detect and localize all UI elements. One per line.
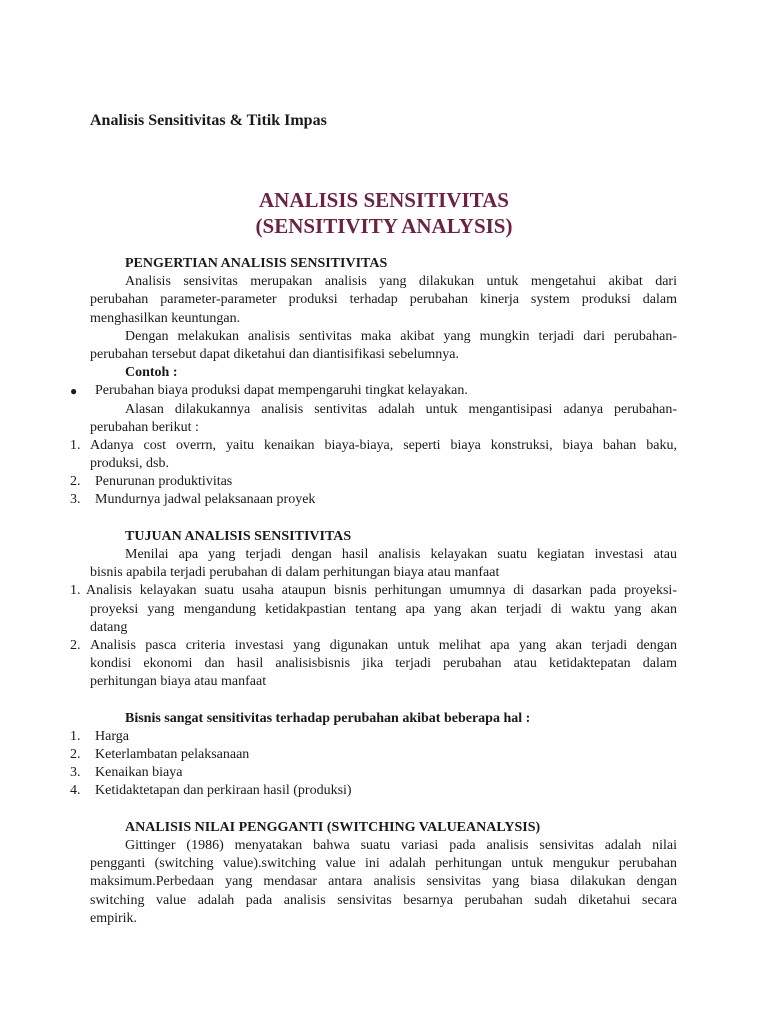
list-number: 4. xyxy=(70,783,81,799)
list-text: Adanya cost overrn, yaitu kenaikan biaya-biaya, seperti biaya konstruksi, biaya bahan baku, xyxy=(90,437,677,453)
list-number: 1. xyxy=(70,583,81,599)
paragraph-line: Alasan dilakukannya analisis sentivitas adalah untuk mengantisipasi adanya perubahan- xyxy=(125,401,677,417)
list-text: Harga xyxy=(95,728,129,744)
contoh-label: Contoh : xyxy=(125,365,178,381)
document-title xyxy=(0,187,768,239)
list-item xyxy=(70,491,677,509)
paragraph-line: pengganti (switching value).switching value ini adalah perhitungan untuk mengukur perubahan xyxy=(90,856,677,872)
list-item xyxy=(70,582,677,600)
list-item-continuation: perhitungan biaya atau manfaat xyxy=(90,674,267,690)
section-heading-bisnis: Bisnis sangat sensitivitas terhadap perubahan akibat beberapa hal : xyxy=(125,710,531,726)
paragraph-line: bisnis apabila terjadi perubahan di dalam perhitungan biaya atau manfaat xyxy=(90,565,500,581)
list-item xyxy=(70,473,677,491)
list-text: Analisis kelayakan suatu usaha ataupun bisnis perhitungan umumnya di dasarkan pada proyeksi- xyxy=(86,583,677,599)
list-number: 1. xyxy=(70,437,81,453)
paragraph-line: empirik. xyxy=(90,910,138,926)
document-header: Analisis Sensitivitas & Titik Impas xyxy=(90,112,327,129)
paragraph-line: Menilai apa yang terjadi dengan hasil analisis kelayakan suatu kegiatan investasi atau xyxy=(125,547,677,562)
list-item xyxy=(70,782,677,800)
title-line-2: (SENSITIVITY ANALYSIS) xyxy=(255,214,513,238)
list-item-continuation: kondisi ekonomi dan hasil analisisbisnis jika terjadi perubahan atau ketidaktepatan dalam xyxy=(90,656,677,672)
bullet-item xyxy=(70,382,677,400)
section-heading-tujuan: TUJUAN ANALISIS SENSITIVITAS xyxy=(125,528,352,544)
list-item-continuation: datang xyxy=(90,619,128,635)
paragraph-line: perubahan berikut : xyxy=(90,419,199,435)
bullet-text: Perubahan biaya produksi dapat mempengaruhi tingkat kelayakan. xyxy=(95,383,468,399)
list-number: 3. xyxy=(70,765,81,781)
list-item xyxy=(70,764,677,782)
section-heading-pengertian: PENGERTIAN ANALISIS SENSITIVITAS xyxy=(125,256,388,271)
document-body xyxy=(70,255,677,928)
paragraph-line: Dengan melakukan analisis sentivitas maka akibat yang mungkin terjadi dari perubahan- xyxy=(125,328,677,344)
section-heading-switching-value: ANALISIS NILAI PENGGANTI (SWITCHING VALUEANALYSIS) xyxy=(125,819,541,835)
paragraph-line: perubahan tersebut dapat diketahui dan diantisifikasi sebelumnya. xyxy=(90,346,459,362)
list-text: Keterlambatan pelaksanaan xyxy=(95,747,250,763)
list-item xyxy=(70,728,677,746)
list-number: 2. xyxy=(70,637,81,653)
paragraph-line: maksimum.Perbedaan yang mendasar antara analisis sensivitas yang biasa dilakukan dengan xyxy=(90,874,677,890)
list-text: Analisis pasca criteria investasi yang digunakan untuk melihat apa yang akan terjadi dengan xyxy=(90,637,677,653)
list-text: Kenaikan biaya xyxy=(95,765,183,781)
paragraph-line: Analisis sensivitas merupakan analisis yang dilakukan untuk mengetahui akibat dari xyxy=(125,274,677,290)
paragraph-line: perubahan parameter-parameter produksi terhadap perubahan kinerja system produksi dalam xyxy=(90,292,677,308)
list-number: 2. xyxy=(70,474,81,490)
list-text: Ketidaktetapan dan perkiraan hasil (produksi) xyxy=(95,783,352,799)
list-number: 2. xyxy=(70,747,81,763)
paragraph-line: Gittinger (1986) menyatakan bahwa suatu variasi pada analisis sensivitas adalah nilai xyxy=(125,838,677,853)
list-item-continuation: proyeksi yang mengandung ketidakpastian tentang apa yang akan terjadi di waktu yang akan xyxy=(90,601,677,617)
list-number: 3. xyxy=(70,492,81,508)
list-number: 1. xyxy=(70,728,81,744)
paragraph-line: menghasilkan keuntungan. xyxy=(90,310,241,326)
list-text: Mundurnya jadwal pelaksanaan proyek xyxy=(95,492,316,508)
list-item xyxy=(70,746,677,764)
list-item-continuation: produksi, dsb. xyxy=(90,456,169,472)
title-line-1: ANALISIS SENSITIVITAS xyxy=(259,188,509,212)
bullet-icon: ● xyxy=(70,384,78,399)
paragraph-line: switching value adalah pada analisis sensivitas besarnya perubahan sudah diketahui secara xyxy=(90,892,677,908)
list-item xyxy=(70,637,677,655)
list-text: Penurunan produktivitas xyxy=(95,474,233,490)
list-item xyxy=(70,437,677,455)
